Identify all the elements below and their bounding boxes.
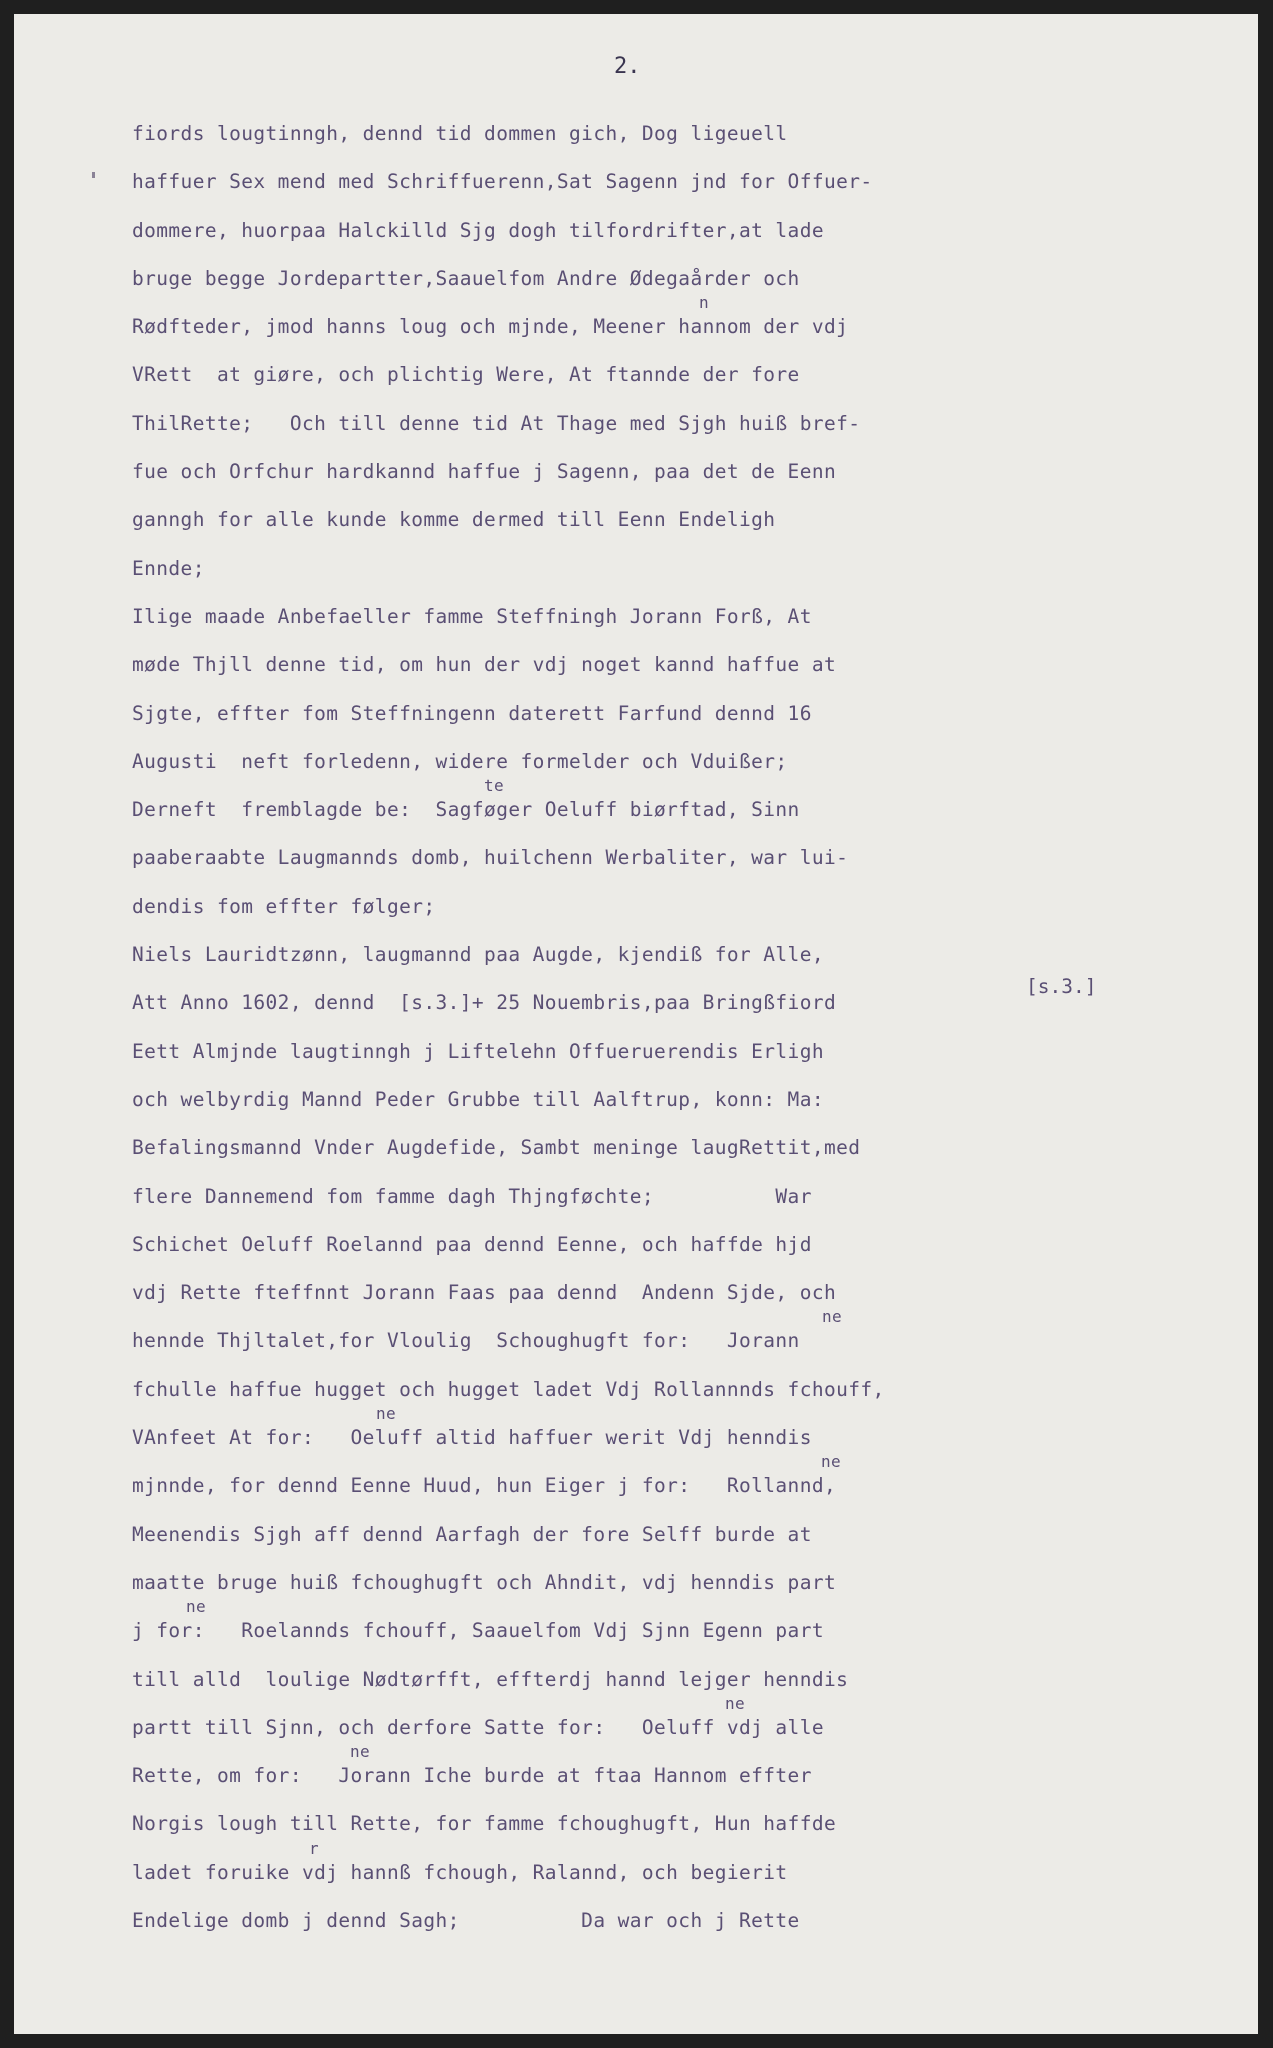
- text-line: maatte bruge huiß fchoughugft och Ahndit, vdj henndis part: [132, 1570, 837, 1594]
- text-line: fchulle haffue hugget och hugget ladet Vdj Rollannnds fchouff,: [132, 1377, 885, 1401]
- text-line: Augusti neft forledenn, widere formelder och Vduißer;: [132, 749, 788, 773]
- text-line: ne partt till Sjnn, och derfore Satte for: Oeluff vdj alle: [132, 1693, 824, 1739]
- superscript-insertion: ne: [376, 1404, 397, 1424]
- margin-mark: [92, 172, 95, 178]
- text-line: ganngh for alle kunde komme dermed till Eenn Endeligh: [132, 508, 776, 532]
- text-line: vdj Rette fteffnnt Jorann Faas paa dennd Andenn Sjde, och: [132, 1281, 837, 1305]
- text-line: Ilige maade Anbefaeller famme Steffningh Jorann Forß, At: [132, 604, 812, 628]
- margin-reference: [s.3.]: [1026, 975, 1097, 998]
- superscript-insertion: ne: [186, 1597, 207, 1617]
- text-line: r ladet foruike vdj hannß fchough, Ralannd, och begierit: [132, 1838, 788, 1884]
- text-line: fue och Orfchur hardkannd haffue j Sagenn, paa det de Eenn: [132, 460, 837, 484]
- text-line: dendis fom effter følger;: [132, 894, 436, 918]
- text-line: Niels Lauridtzønn, laugmannd paa Augde, kjendiß for Alle,: [132, 943, 824, 967]
- superscript-insertion: ne: [350, 1742, 371, 1762]
- text-line: ne mjnnde, for dennd Eenne Huud, hun Eiger j for: Rollannd,: [132, 1452, 842, 1498]
- text-line: te Derneft fremblagde be: Sagføger Oeluff biørftad, Sinn: [132, 776, 800, 822]
- text-line: Eett Almjnde laugtinngh j Liftelehn Offueruerendis Erligh: [132, 1039, 824, 1063]
- text-line: Norgis lough till Rette, for famme fchoughugft, Hun haffde: [132, 1812, 837, 1836]
- text-line: Befalingsmannd Vnder Augdefide, Sambt meninge laugRettit,med: [132, 1136, 861, 1160]
- text-line: Sjgte, effter fom Steffningenn daterett Farfund dennd 16: [132, 701, 812, 725]
- text-line: ne Rette, om for: Jorann Iche burde at ftaa Hannom effter: [132, 1742, 812, 1788]
- superscript-insertion: te: [484, 776, 505, 796]
- document-page: [14, 14, 1258, 2034]
- text-line: till alld loulige Nødtørfft, effterdj hannd lejger henndis: [132, 1667, 849, 1691]
- text-line: ne j for: Roelannds fchouff, Saauelfom Vdj Sjnn Egenn part: [132, 1597, 824, 1643]
- text-line: ne henndе Thjltalet,for Vloulig Schoughugft for: Jorann: [132, 1307, 843, 1353]
- text-line: Meenendis Sjgh aff dennd Aarfagh der fore Selff burde at: [132, 1522, 812, 1546]
- text-line: ThilRette; Och till denne tid At Thage med Sjgh huiß bref-: [132, 411, 861, 435]
- text-line: paaberaabte Laugmannds domb, huilchenn Werbaliter, war lui-: [132, 846, 849, 870]
- text-line: bruge begge Jordepartter,Saauelfom Andre Ødegaårder och: [132, 266, 800, 290]
- superscript-insertion: ne: [822, 1307, 843, 1327]
- text-line: Schichet Oeluff Roelannd paa dennd Eenne, och haffde hjd: [132, 1232, 812, 1256]
- superscript-insertion: r: [309, 1838, 320, 1858]
- text-line: Ennde;: [132, 556, 205, 580]
- text-line: Endelige domb j dennd Sagh; Da war och j Rette: [132, 1908, 800, 1932]
- superscript-insertion: ne: [725, 1693, 746, 1713]
- page-number: 2.: [614, 54, 641, 79]
- text-line: ne VAnfeet At for: Oeluff altid haffuer werit Vdj henndis: [132, 1404, 812, 1450]
- text-line: n Rødfteder, jmod hanns loug och mjnde, Meener hannom der vdj: [132, 293, 849, 339]
- text-line: haffuer Sex mend med Schriffuerenn,Sat Sagenn jnd for Offuer-: [132, 170, 873, 194]
- text-line: møde Thjll denne tid, om hun der vdj noget kannd haffue at: [132, 653, 837, 677]
- transcription-body: [132, 110, 1132, 1945]
- text-line: flere Dannemend fom famme dagh Thjngføchte; War: [132, 1184, 812, 1208]
- superscript-insertion: n: [699, 293, 710, 313]
- text-line: dommere, huorpaa Halckilld Sjg dogh tilfordrifter,at lade: [132, 218, 824, 242]
- text-line: VRett at giøre, och plichtig Were, At ftannde der fore: [132, 363, 800, 387]
- superscript-insertion: ne: [821, 1452, 842, 1472]
- text-line: fiords lougtinngh, dennd tid dommen gich, Dog ligeuell: [132, 122, 788, 145]
- text-line: Att Anno 1602, dennd [s.3.]+ 25 Nouembris,paa Bringßfiord: [132, 991, 837, 1015]
- text-line: och welbyrdig Mannd Peder Grubbe till Aalftrup, konn: Ma:: [132, 1087, 824, 1111]
